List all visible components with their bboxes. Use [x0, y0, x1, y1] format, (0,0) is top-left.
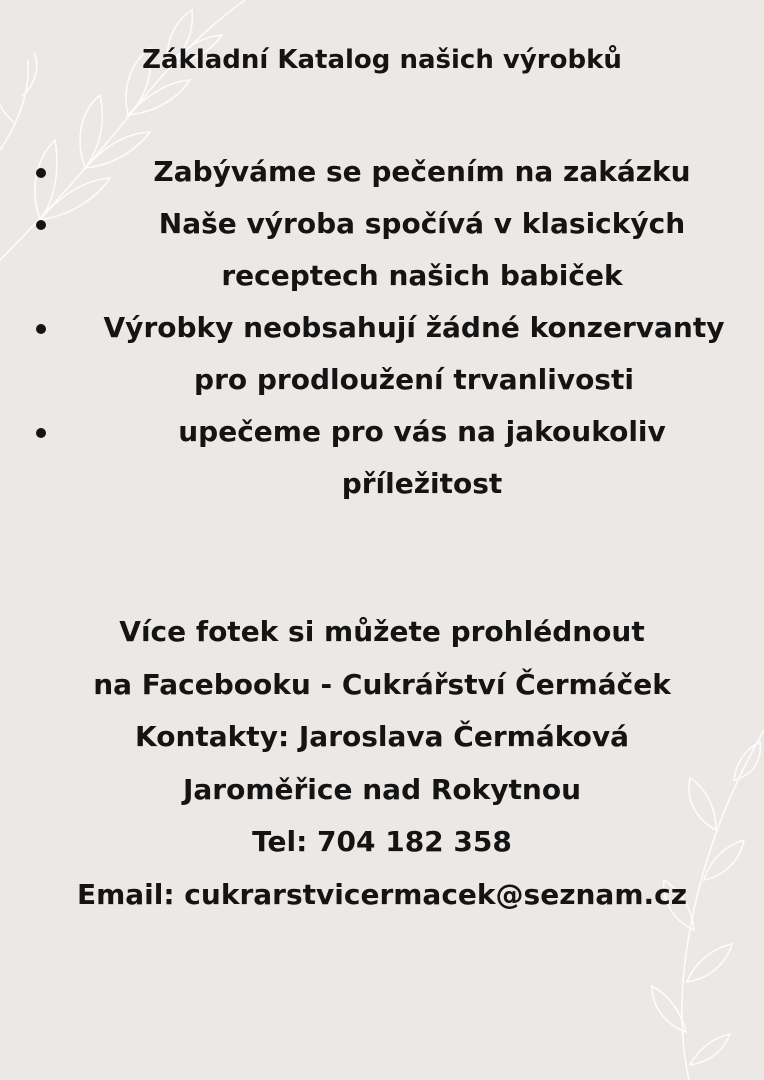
list-item-text: upečeme pro vás na jakoukoliv příležitost — [178, 415, 666, 500]
list-item — [0, 406, 764, 510]
list-item — [0, 146, 764, 198]
feature-list — [0, 146, 764, 510]
bullet-icon — [36, 428, 46, 438]
list-item — [0, 198, 764, 302]
contact-location: Jaroměřice nad Rokytnou — [182, 772, 582, 806]
list-item-text: Výrobky neobsahují žádné konzervanty pro prodloužení trvanlivosti — [103, 311, 725, 396]
contact-phone: Tel: 704 182 358 — [252, 825, 512, 858]
bullet-icon — [36, 168, 46, 178]
contact-block — [0, 606, 764, 921]
bullet-icon — [36, 220, 46, 230]
list-item-text: Naše výroba spočívá v klasických receptech našich babiček — [158, 207, 686, 292]
list-item-text: Zabýváme se pečením na zakázku — [153, 155, 691, 188]
bullet-icon — [36, 324, 46, 334]
list-item — [0, 302, 764, 406]
contact-email: Email: cukrarstvicermacek@seznam.cz — [76, 877, 688, 911]
facebook-note: na Facebooku - Cukrářství Čermáček — [93, 667, 671, 701]
photos-note: Více fotek si můžete prohlédnout — [119, 615, 645, 648]
contact-person: Kontakty: Jaroslava Čermáková — [135, 720, 629, 753]
catalog-title: Základní Katalog našich výrobků — [142, 45, 622, 75]
